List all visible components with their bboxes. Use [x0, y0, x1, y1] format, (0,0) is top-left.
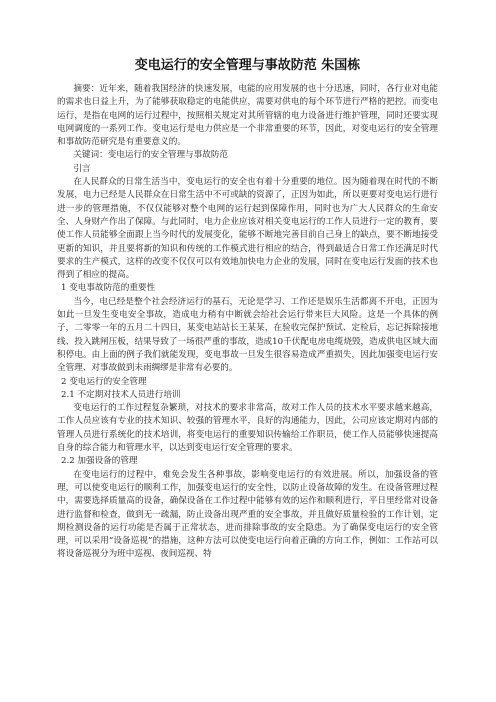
section-1-heading: 1 变电事故防范的重要性: [61, 283, 156, 294]
document-title: 变电运行的安全管理与事故防范 朱国栋: [134, 58, 361, 73]
section-2-heading: 2 变电运行的安全管理: [61, 376, 147, 387]
section-1-paragraph: 当今，电已经是整个社会经济运行的基石，无论是学习、工作还是娱乐生活都离不开电，正因为如此一旦发生变电安全事故，造成电力稍有中断就会给社会运行带来巨大风险。这是一个具体的例子，二零零一年的五月二十四日，某变电站站长王某某，在验收完保护预试、定检后，忘记拆除接地线、投入跳闸压板，结果导致了一场很严重的事故，造成10千伏配电房电缆烧毁，造成供电区域大面积停电。由上面的例子我们就能发现，变电事故一旦发生很容易造成严重损失，因此加强变电运行安全管理、对事故做到未雨绸缪是非常有必要的。: [57, 296, 438, 374]
section-2-2-heading: 2.2 加强设备的管理: [61, 456, 138, 467]
section-2-1-heading: 2.1 不定期对技术人员进行培训: [61, 389, 181, 400]
intro-heading: 引言: [73, 163, 91, 174]
keywords-line: 关键词：变电运行的安全管理与事故防范: [73, 150, 229, 161]
section-2-2-paragraph: 在变电运行的过程中，难免会发生各种事故，影响变电运行的有效进展。所以，加强设备的管理，可以使变电运行的顺利工作，加强变电运行的安全性，以防止设备故障的发生。在设备管理过程中，需要选择质量高的设备，确保设备在工作过程中能够有效的运作和顺利进行，平日里经常对设备进行监督和检查，做到无一疏漏，防止设备出现严重的安全事故，并且做好质量检验的工作计划，定期检测设备的运行功能是否属于正常状态，进而排除事故的安全隐患。为了确保变电运行的安全管理，可以采用“设备巡视”的措施，这种方法可以使变电运行向着正确的方向工作，例如：工作站可以将设备巡视分为班中巡视、夜间巡视、特: [57, 469, 438, 560]
section-2-1-paragraph: 变电运行的工作过程复杂繁琐，对技术的要求非常高，故对工作人员的技术水平要求越来越高，工作人员应该有专业的技术知识、较强的管理水平，良好的沟通能力，因此，公司应该定期对内部的管理人员进行系统化的技术培训，将变电运行的重要知识传输给工作职员，使工作人员能够快速提高自身的综合能力和管理水平，以达到变电运行安全管理的要求。: [57, 403, 438, 454]
abstract-paragraph: 摘要：近年来，随着我国经济的快速发展，电能的应用发展的也十分迅速，同时，各行业对电能的需求也日益上升，为了能够获取稳定的电能供应，需要对供电的每个环节进行严格的把控。而变电运行，是指在电网的运行过程中，按照相关规定对其所管辖的电力设备进行维护管理，同时还要实现电网调度的一系列工作。变电运行是电力供应是一个非常重要的环节，因此，对变电运行的安全管理和事故防范研究是有重要意义的。: [57, 84, 438, 148]
intro-paragraph: 在人民群众的日常生活当中，变电运行的安全也有着十分重要的地位。因为随着现在时代的不断发展，电力已经是人民群众在日常生活中不可或缺的资源了，正因为如此，所以更要对变电运行进行进一步的管理措施，不仅仅能够对整个电网的运行起到保障作用，同时也为广大人民群众的生命安全、人身财产作出了保障。与此同时，电力企业应该对相关变电运行的工作人员进行一定的教育，要使工作人员能够全面跟上当今时代的发展变化，能够不断地完善目前自己身上的缺点，要不断地接受更新的知识，并且要将新的知识和传统的工作模式进行相应的结合，得到最适合日常工作还满足时代要求的生产模式，这样的改变不仅仅可以有效地加快电力企业的发展，同时在变电运行发面的技术也得到了相应的提高。: [57, 177, 438, 281]
